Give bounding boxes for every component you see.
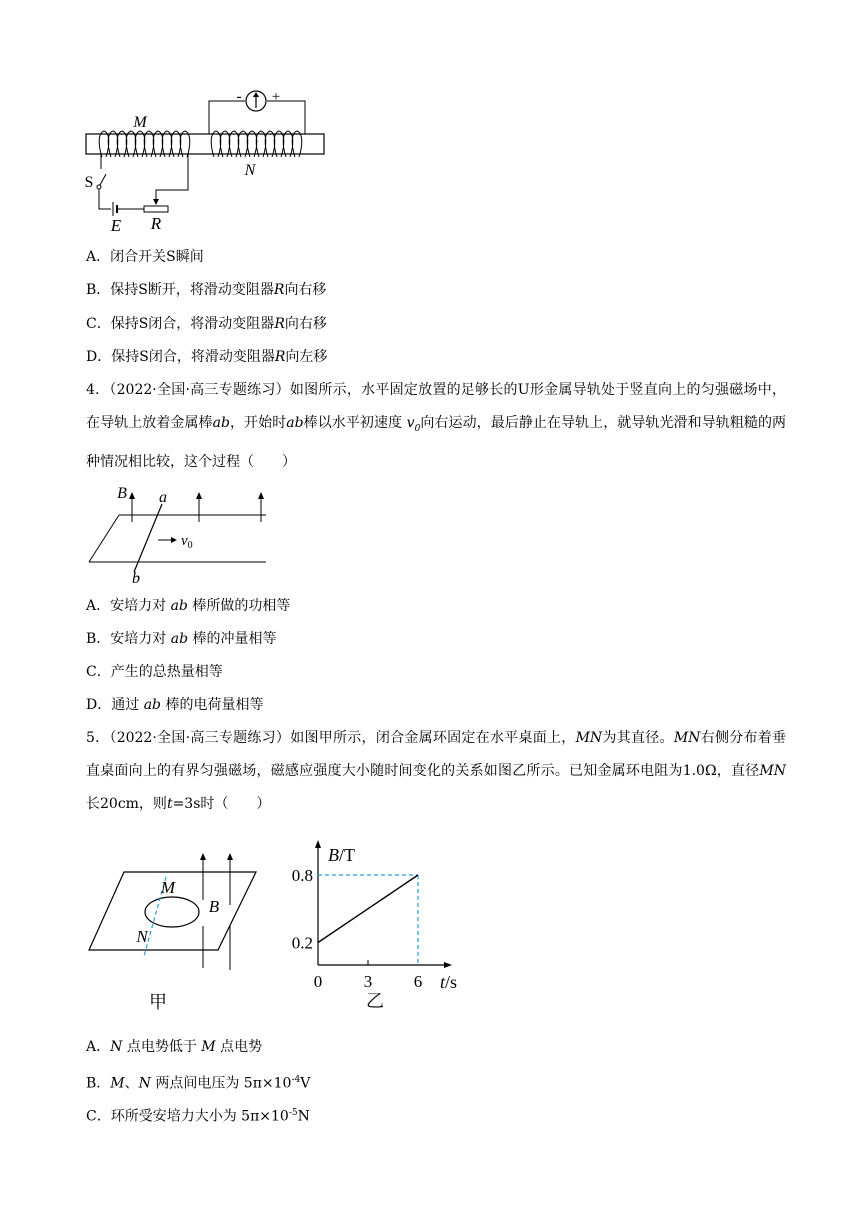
y-tick-label-0.2: 0.2	[291, 933, 313, 953]
label-n: N	[244, 162, 256, 179]
q5-stem: 5．（2022·全国·高三专题练习）如图甲所示，闭合金属环固定在水平桌面上，MN为其直径。MN右侧分布着垂直桌面向上的有界匀强磁场，磁感应强度大小随时间变化的关系如图乙所示。已知金属环电阻为1.0Ω，直径MN长20cm，则t=3s时（ ）	[86, 730, 787, 812]
arrowhead-icon	[227, 853, 233, 860]
q5-option-a[interactable]: A．N 点电势低于 M 点电势	[86, 1039, 263, 1055]
rheostat-resistor	[144, 206, 168, 212]
q4-rail-figure	[86, 482, 276, 592]
x-axis-label: t/s	[440, 972, 458, 992]
y-axis-arrowhead	[315, 840, 321, 848]
label-e: E	[110, 216, 122, 235]
velocity-arrowhead	[171, 537, 177, 543]
rheostat-slider-wire	[156, 154, 188, 202]
caption-yi: 乙	[366, 991, 384, 1011]
q5-option-b[interactable]: B．M、N 两点间电压为 $5\pi\times 10^{-4}V$	[86, 1075, 311, 1092]
arrowhead-icon	[196, 492, 202, 499]
x-tick-label-3: 3	[363, 972, 373, 991]
y-tick-label-0.8: 0.8	[291, 866, 313, 885]
q3-solenoid-figure	[80, 85, 340, 235]
q5-figure-jia	[86, 850, 266, 1020]
label-b: B	[208, 897, 220, 916]
meter-plus-label: +	[271, 89, 281, 105]
label-b-field: B	[117, 485, 127, 502]
label-r: R	[150, 214, 162, 233]
circuit-wire	[99, 189, 111, 209]
q5-b-t-chart	[280, 835, 480, 1020]
label-m: M	[133, 114, 147, 131]
q3-option-a[interactable]: A．闭合开关S瞬间	[86, 249, 204, 265]
x-axis-arrowhead	[444, 962, 452, 968]
field-arrows	[132, 496, 261, 522]
solenoid-core	[86, 134, 324, 154]
label-a: a	[159, 489, 167, 506]
q4-stem: 4．（2022·全国·高三专题练习）如图所示，水平固定放置的足够长的U形金属导轨处于竖直向上的匀强磁场中，在导轨上放着金属棒ab，开始时ab棒以水平初速度 $v_0$向右运动，最后静止在导轨上，就导轨光滑和导轨粗糙的两种情况相比较，这个过程（ ）	[86, 382, 787, 470]
q4-option-a[interactable]: A．安培力对 ab 棒所做的功相等	[86, 598, 291, 614]
coil-n	[211, 131, 302, 157]
q4-option-c[interactable]: C．产生的总热量相等	[86, 664, 223, 680]
arrowhead-icon	[258, 492, 264, 499]
caption-jia: 甲	[149, 992, 167, 1012]
y-axis-label: B/T	[328, 845, 355, 865]
coil-m	[99, 131, 190, 157]
arrowhead-icon	[200, 853, 206, 860]
q3-option-c[interactable]: C．保持S闭合，将滑动变阻器R向右移	[86, 316, 327, 332]
galvanometer-wire	[209, 101, 245, 134]
q3-option-d[interactable]: D．保持S闭合，将滑动变阻器R向左移	[86, 349, 328, 365]
arrowhead-icon	[129, 492, 135, 499]
metal-ring	[145, 897, 199, 927]
rail-left-end	[89, 515, 119, 562]
label-s: S	[84, 174, 94, 191]
q5-option-c[interactable]: C．环所受安培力大小为 $5\pi\times 10^{-5}N$	[86, 1108, 310, 1125]
q3-option-b[interactable]: B．保持S断开，将滑动变阻器R向右移	[86, 282, 327, 298]
x-tick-label-6: 6	[413, 972, 423, 991]
q4-option-b[interactable]: B．安培力对 ab 棒的冲量相等	[86, 631, 277, 647]
switch-blade	[100, 174, 106, 185]
q4-option-d[interactable]: D．通过 ab 棒的电荷量相等	[86, 697, 264, 713]
label-m: M	[160, 878, 176, 897]
switch-contact	[97, 185, 101, 189]
slider-arrowhead	[153, 199, 159, 205]
label-b-end: b	[132, 570, 140, 587]
x-tick-label-0: 0	[313, 972, 323, 991]
meter-minus-label: -	[236, 88, 242, 105]
label-n: N	[136, 927, 148, 946]
galvanometer-wire-right	[267, 101, 305, 134]
label-v0: $v_0$	[181, 533, 193, 551]
series-b-line	[318, 875, 418, 943]
